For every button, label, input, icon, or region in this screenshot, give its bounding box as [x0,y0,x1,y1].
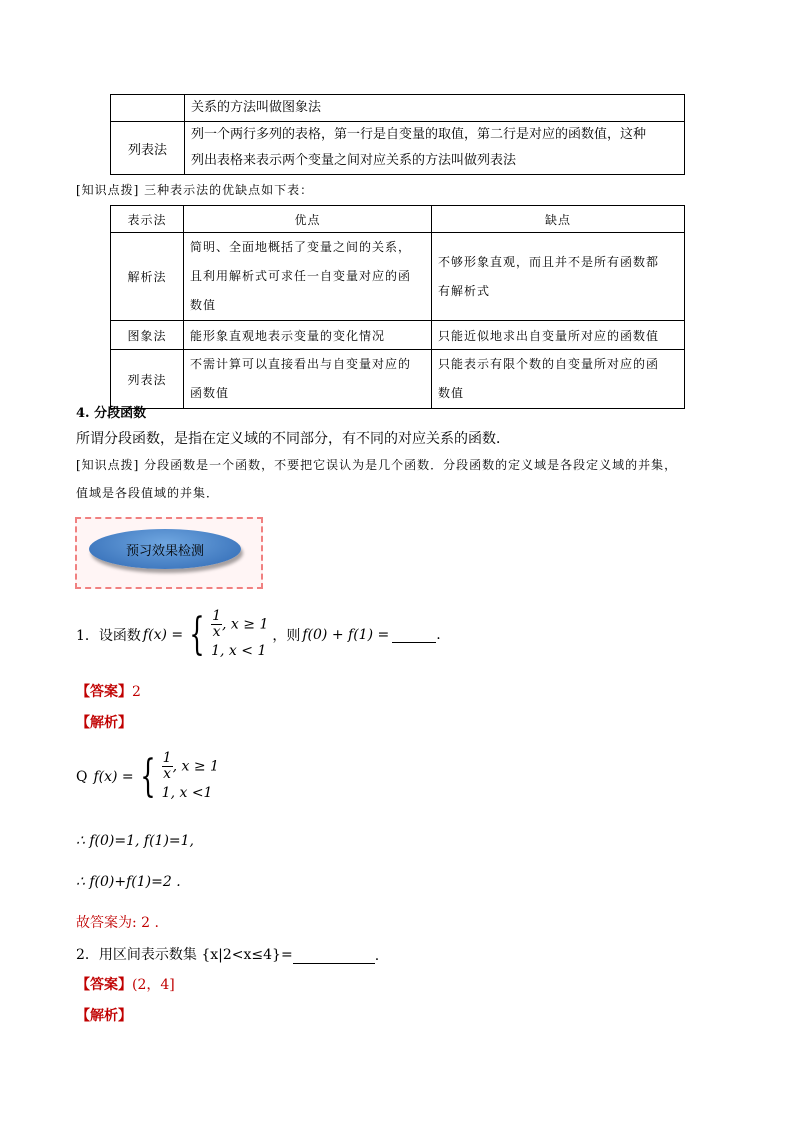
table-header-row [111,206,685,233]
q1-expression: f(0) + f(1) = [302,627,390,643]
because-symbol: Q [76,769,88,785]
answer-1: 【答案】2 [76,684,141,700]
solution-piecewise: Q f(x) = { $\frac{1}{x}$ , x ≥ 1 1, x <1 [76,749,219,802]
row-cons: 只能表示有限个数的自变量所对应的函 数值 [432,350,685,409]
solution-line-2: ∴ f(0)=1, f(1)=1, [76,833,195,849]
header-cons: 缺点 [432,206,685,233]
row-pros: 不需计算可以直接看出与自变量对应的 函数值 [184,350,432,409]
row-cons: 不够形象直观，而且并不是所有函数都 有解析式 [432,233,685,321]
knowledge-note-1: [知识点拨] 三种表示法的优缺点如下表： [76,183,314,197]
banner-label: 预习效果检测 [125,543,204,559]
banner-ellipse [89,529,241,569]
preview-banner [75,517,263,589]
solution-line-3: ∴ f(0)+f(1)=2 . [76,874,181,890]
methods-table-continued [110,94,685,175]
answer-2: 【答案】(2，4] [76,977,175,993]
section-4-title: 4. 分段函数 [76,406,147,421]
section-4-definition: 所谓分段函数，是指在定义域的不同部分，有不同的对应关系的函数． [76,431,510,447]
table-row [111,350,685,409]
header-pros: 优点 [184,206,432,233]
q2-text: 2．用区间表示数集 {x|2<x≤4}= [76,947,293,963]
section-4-note-line1: [知识点拨] 分段函数是一个函数，不要把它误认为是几个函数．分段函数的定义域是各段定义域的并集， [76,458,678,472]
row-method-name: 解析法 [111,233,184,321]
q1-function: f(x) = [142,627,184,643]
table-row [111,233,685,321]
q1-piecewise: $\frac{1}{x}$ , x ≥ 1 1, x < 1 [211,607,269,659]
question-1: 1．设函数 f(x) = { $\frac{1}{x}$ , x ≥ 1 1, x < 1 ，则 f(0) + f(1) = . [76,607,441,660]
row-method-name: 列表法 [111,350,184,409]
q2-answer-blank [293,949,375,964]
solution-conclusion: 故答案为: 2 . [76,915,159,931]
row-cons: 只能近似地求出自变量所对应的函数值 [432,321,685,350]
row-pros: 能形象直观地表示变量的变化情况 [184,321,432,350]
brace-icon: { [139,751,156,802]
q1-middle: ，则 [272,628,301,644]
table1-row2-label: 列表法 [111,122,185,175]
pros-cons-table [110,205,685,409]
header-method: 表示法 [111,206,184,233]
question-2: 2．用区间表示数集 {x|2<x≤4}= . [76,944,379,964]
q1-prefix: 1．设函数 [76,628,141,644]
table1-empty-cell [111,95,185,122]
q1-answer-blank [392,628,436,643]
row-method-name: 图象法 [111,321,184,350]
row-pros: 简明、全面地概括了变量之间的关系， 且利用解析式可求任一自变量对应的函 数值 [184,233,432,321]
analysis-2-label: 【解析】 [76,1008,132,1024]
table1-row1-text: 关系的方法叫做图象法 [185,95,685,122]
section-4-note-line2: 值域是各段值域的并集． [76,486,220,500]
table-row [111,321,685,350]
brace-icon: { [189,609,205,660]
table1-row2-desc: 列一个两行多列的表格，第一行是自变量的取值，第二行是对应的函数值，这种 列出表格来表示两个变量之间对应关系的方法叫做列表法 [185,122,685,175]
analysis-1-label: 【解析】 [76,715,132,731]
